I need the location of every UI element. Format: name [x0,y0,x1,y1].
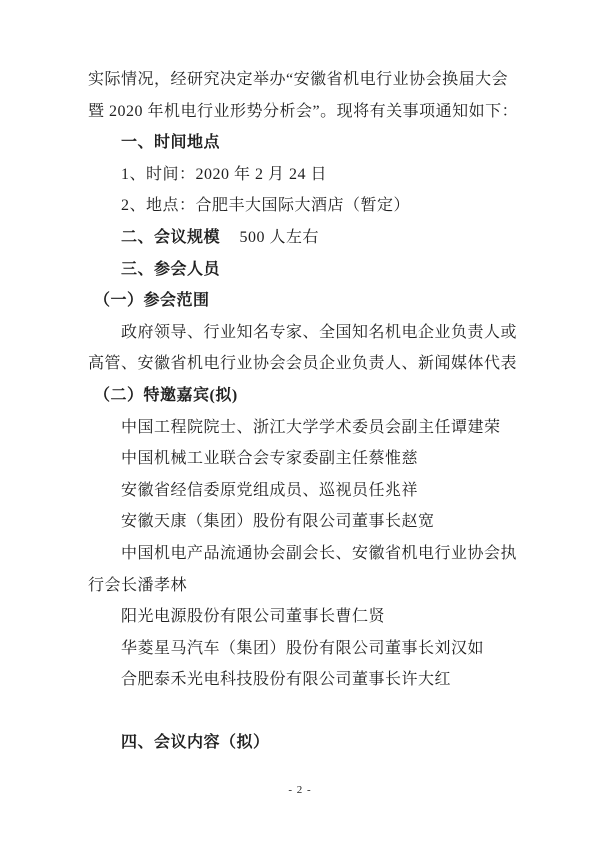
guest-line-3: 安徽省经信委原党组成员、巡视员任兆祥 [121,481,419,499]
scale-heading-value: 500 人左右 [239,228,320,246]
section-heading-attendees: 三、参会人员 [121,260,221,278]
guest-line-8: 合肥泰禾光电科技股份有限公司董事长许大红 [121,671,452,689]
section-heading-scale [88,222,518,254]
item-meeting-place: 2、地点：合肥丰大国际大酒店（暂定） [121,197,411,215]
guest-line-7: 华菱星马汽车（集团）股份有限公司董事长刘汉如 [121,639,485,657]
blank-line [88,696,518,728]
guest-line-6: 阳光电源股份有限公司董事长曹仁贤 [121,608,386,626]
item-meeting-time: 1、时间：2020 年 2 月 24 日 [121,165,328,183]
document-body [88,64,518,759]
guest-line-2: 中国机械工业联合会专家委副主任蔡惟慈 [121,450,419,468]
scale-heading-label: 二、会议规模 [121,228,221,246]
subheading-invited-guests: （二）特邀嘉宾(拟) [94,386,238,404]
guest-line-1: 中国工程院院士、浙江大学学术委员会副主任谭建荣 [121,418,501,436]
guest-line-4: 安徽天康（集团）股份有限公司董事长赵宽 [121,513,435,531]
page-number: - 2 - [288,784,312,796]
subheading-attendee-scope: （一）参会范围 [94,292,210,310]
section-heading-time-place: 一、时间地点 [121,134,221,152]
guest-line-5b: 行会长潘孝林 [88,576,188,594]
intro-paragraph-line-1: 实际情况，经研究决定举办“安徽省机电行业协会换届大会 [88,71,509,88]
intro-paragraph-line-2: 暨 2020 年机电行业形势分析会”。现将有关事项通知如下： [88,102,519,120]
section-heading-agenda: 四、会议内容（拟） [121,734,270,752]
scope-paragraph-line-2: 高管、安徽省机电行业协会会员企业负责人、新闻媒体代表 [88,355,518,373]
guest-line-5a: 中国机电产品流通协会副会长、安徽省机电行业协会执 [121,544,518,562]
scope-paragraph-line-1: 政府领导、行业知名专家、全国知名机电企业负责人或 [121,323,518,341]
